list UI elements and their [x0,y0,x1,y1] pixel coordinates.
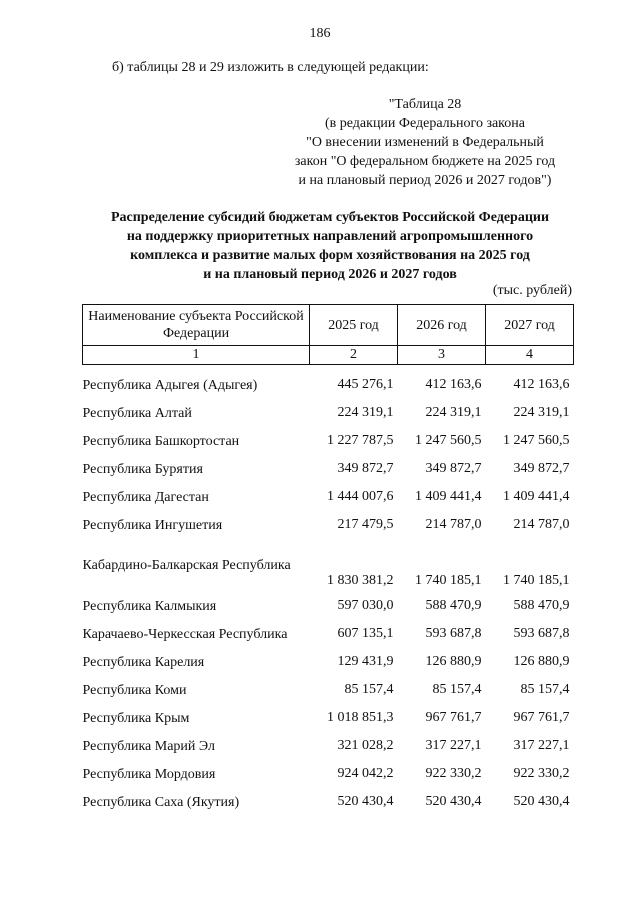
region-name: Республика Калмыкия [82,598,217,614]
region-name: Республика Дагестан [82,489,209,505]
reference-line: закон "О федеральном бюджете на 2025 год [294,154,556,169]
table-row [83,788,574,816]
value-2026: 214 787,0 [425,517,482,532]
header-2026: 2026 год [398,305,486,346]
value-2025: 607 135,1 [337,626,394,641]
value-2027: 85 157,4 [520,682,570,697]
region-name: Республика Алтай [82,405,192,421]
value-2026: 224 319,1 [425,405,482,420]
header-name: Наименование субъекта Российской Федерации [83,305,310,346]
region-name: Карачаево-Черкесская Республика [82,626,288,642]
table-header-row [83,305,574,346]
table-row [83,592,574,620]
value-2026: 85 157,4 [432,682,482,697]
value-2025: 217 479,5 [337,517,394,532]
value-2026: 126 880,9 [425,654,482,669]
value-2026: 967 761,7 [425,710,482,725]
value-2027: 349 872,7 [513,461,570,476]
value-2027: 224 319,1 [513,405,570,420]
value-2027: 412 163,6 [513,377,570,392]
value-2025: 129 431,9 [337,654,394,669]
value-2025: 597 030,0 [337,598,394,613]
units-label: (тыс. рублей) [492,283,572,298]
reference-line: и на плановый период 2026 и 2027 годов") [298,173,552,188]
column-number: 4 [486,346,574,365]
table-row [83,539,574,592]
intro-text: б) таблицы 28 и 29 изложить в следующей редакции: [112,60,429,75]
value-2025: 520 430,4 [337,794,394,809]
value-2026: 349 872,7 [425,461,482,476]
value-2025: 924 042,2 [337,766,394,781]
title-line: комплекса и развитие малых форм хозяйствования на 2025 год [130,248,530,263]
title-line: на поддержку приоритетных направлений агропромышленного [126,229,534,244]
value-2027: 317 227,1 [513,738,570,753]
reference-line: "О внесении изменений в Федеральный [306,135,544,150]
value-2027: 1 409 441,4 [503,489,570,504]
region-name: Республика Марий Эл [82,738,215,754]
title-line: Распределение субсидий бюджетам субъектов Российской Федерации [110,210,550,225]
region-name: Кабардино-Балкарская Республика [82,558,291,573]
table-row [83,704,574,732]
value-2026: 593 687,8 [425,626,482,641]
reference-line: "Таблица 28 [388,97,462,112]
page-number: 186 [309,26,331,41]
value-2026: 1 740 185,1 [415,573,482,588]
region-name: Республика Адыгея (Адыгея) [82,377,258,393]
value-2027: 520 430,4 [513,794,570,809]
header-2027: 2027 год [486,305,574,346]
value-2026: 588 470,9 [425,598,482,613]
region-name: Республика Коми [82,682,187,698]
table-row [83,676,574,704]
value-2025: 1 227 787,5 [327,433,394,448]
reference-line: (в редакции Федерального закона [325,116,525,131]
region-name: Республика Крым [82,710,190,726]
region-name: Республика Мордовия [82,766,216,782]
value-2025: 445 276,1 [337,377,394,392]
column-number: 2 [310,346,398,365]
header-2025: 2025 год [310,305,398,346]
table-row [83,399,574,427]
value-2027: 593 687,8 [513,626,570,641]
value-2027: 1 247 560,5 [503,433,570,448]
value-2026: 520 430,4 [425,794,482,809]
title-line: и на плановый период 2026 и 2027 годов [203,267,457,282]
table-row [83,427,574,455]
column-number-row [83,346,574,365]
value-2027: 588 470,9 [513,598,570,613]
value-2027: 1 740 185,1 [503,573,570,588]
value-2026: 922 330,2 [425,766,482,781]
value-2025: 85 157,4 [344,682,394,697]
column-number: 3 [398,346,486,365]
value-2025: 321 028,2 [337,738,394,753]
value-2026: 1 247 560,5 [415,433,482,448]
value-2027: 922 330,2 [513,766,570,781]
subsidy-table [82,304,574,816]
value-2025: 1 018 851,3 [327,710,394,725]
region-name: Республика Бурятия [82,461,203,477]
value-2025: 1 830 381,2 [327,573,394,588]
region-name: Республика Ингушетия [82,517,223,533]
table-row [83,511,574,539]
table-row [83,483,574,511]
value-2027: 126 880,9 [513,654,570,669]
table-row [83,732,574,760]
table-reference [260,95,590,190]
table-row [83,455,574,483]
region-name: Республика Карелия [82,654,205,670]
value-2026: 412 163,6 [425,377,482,392]
value-2027: 967 761,7 [513,710,570,725]
value-2025: 224 319,1 [337,405,394,420]
column-number: 1 [83,346,310,365]
value-2025: 349 872,7 [337,461,394,476]
region-name: Республика Саха (Якутия) [82,794,240,810]
table-row [83,760,574,788]
region-name: Республика Башкортостан [82,433,240,449]
value-2026: 1 409 441,4 [415,489,482,504]
value-2026: 317 227,1 [425,738,482,753]
value-2027: 214 787,0 [513,517,570,532]
value-2025: 1 444 007,6 [327,489,394,504]
table-row [83,648,574,676]
table-row [83,620,574,648]
document-title [70,208,590,284]
table-row [83,365,574,400]
